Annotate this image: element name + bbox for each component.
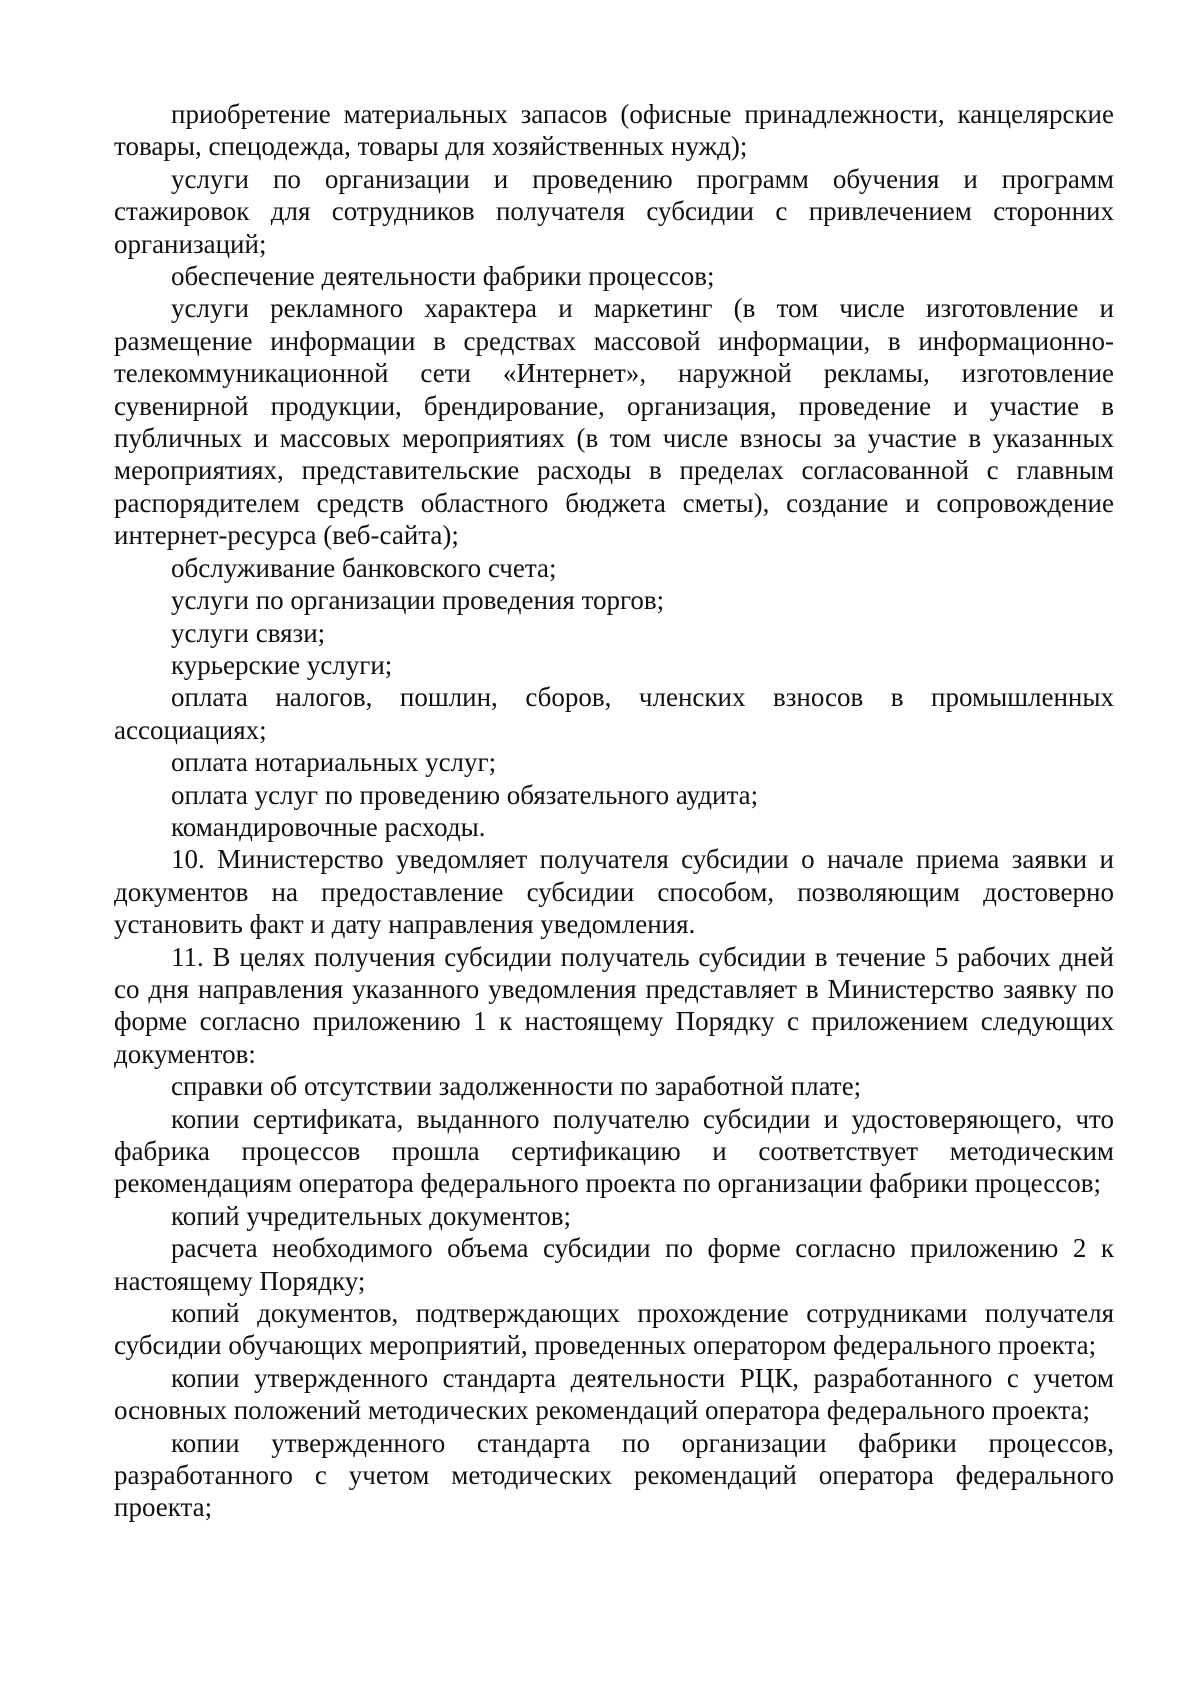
paragraph-taxes-fees: оплата налогов, пошлин, сборов, членских взносов в промышленных ассоциациях; bbox=[114, 682, 1114, 745]
paragraph-travel: командировочные расходы. bbox=[171, 811, 486, 842]
paragraph-rck-standard: копии утвержденного стандарта деятельности РЦК, разработанного с учетом основных положений методических рекомендаций оператора федерального проекта; bbox=[114, 1362, 1114, 1426]
paragraph-certificate-copy: копии сертификата, выданного получателю субсидии и удостоверяющего, что фабрика процессов прошла сертификацию и соответствует методическим рекомендациям оператора федерального проекта по организации фабрики процессов; bbox=[114, 1103, 1114, 1199]
paragraph-salary-debt-certificate: справки об отсутствии задолженности по заработной плате; bbox=[171, 1071, 862, 1102]
paragraph-training-services: услуги по организации и проведению программ обучения и программ стажировок для сотрудников получателя субсидии с привлечением сторонних организаций; bbox=[114, 163, 1114, 259]
document-body bbox=[114, 98, 1114, 1524]
paragraph-advertising-marketing: услуги рекламного характера и маркетинг (в том числе изготовление и размещение информации в средствах массовой информации, в информационно-телекоммуникационной сети «Интернет», наружной рекламы, изготовление сувенирной продукции, брендирование, организация, проведение и участие в публичных и массовых мероприятиях (в том числе взносы за участие в указанных мероприятиях, представительские расходы в пределах согласованной с главным распорядителем средств областного бюджета сметы), создание и сопровождение интернет-ресурса (веб-сайта); bbox=[114, 293, 1114, 551]
paragraph-clause-11: 11. В целях получения субсидии получатель субсидии в течение 5 рабочих дней со дня направления указанного уведомления представляет в Министерство заявку по форме согласно приложению 1 к настоящему Порядку с приложением следующих документов: bbox=[114, 941, 1114, 1069]
paragraph-communication: услуги связи; bbox=[171, 617, 326, 648]
paragraph-subsidy-calculation: расчета необходимого объема субсидии по форме согласно приложению 2 к настоящему Порядку; bbox=[114, 1233, 1114, 1296]
paragraph-courier: курьерские услуги; bbox=[171, 649, 393, 680]
paragraph-founding-documents: копий учредительных документов; bbox=[171, 1200, 571, 1231]
paragraph-material-supplies: приобретение материальных запасов (офисные принадлежности, канцелярские товары, спецодежда, товары для хозяйственных нужд); bbox=[114, 99, 1114, 162]
paragraph-audit: оплата услуг по проведению обязательного аудита; bbox=[171, 779, 759, 810]
paragraph-tenders: услуги по организации проведения торгов; bbox=[171, 585, 665, 616]
paragraph-bank-account: обслуживание банковского счета; bbox=[171, 552, 557, 583]
paragraph-notary: оплата нотариальных услуг; bbox=[171, 747, 497, 778]
paragraph-clause-10: 10. Министерство уведомляет получателя субсидии о начале приема заявки и документов на предоставление субсидии способом, позволяющим достоверно установить факт и дату направления уведомления. bbox=[114, 844, 1114, 940]
paragraph-training-documents: копий документов, подтверждающих прохождение сотрудниками получателя субсидии обучающих мероприятий, проведенных оператором федерального проекта; bbox=[114, 1298, 1114, 1361]
paragraph-process-factory-support: обеспечение деятельности фабрики процессов; bbox=[171, 261, 715, 292]
paragraph-process-factory-standard: копии утвержденного стандарта по организации фабрики процессов, разработанного с учетом методических рекомендаций оператора федерального проекта; bbox=[114, 1427, 1114, 1523]
